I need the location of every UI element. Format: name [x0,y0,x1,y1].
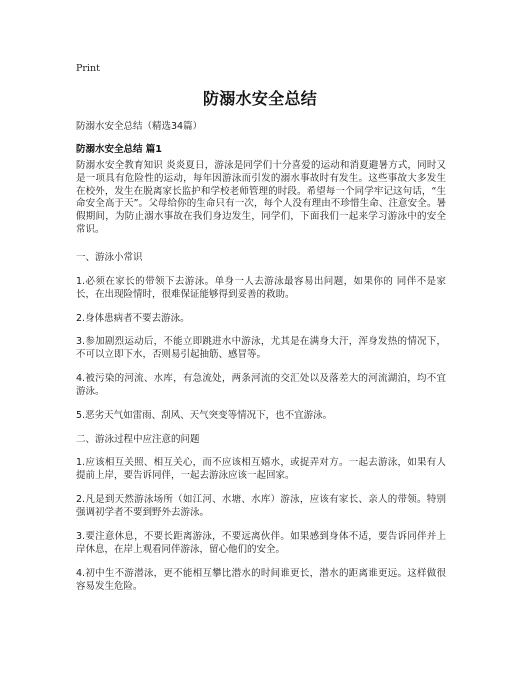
print-link[interactable]: Print [76,63,100,74]
document-subtitle: 防溺水安全总结（精选34篇） [76,121,203,132]
precaution-paragraph-3: 3.要注意休息，不要长距离游泳，不要远离伙伴。如果感到身体不适，要告诉同伴并上岸休息，在岸上观看同伴游泳，留心他们的安全。 [76,531,446,555]
subheading-swimming-precautions: 二、游泳过程中应注意的问题 [76,434,200,445]
section-heading: 防溺水安全总结 篇1 [76,144,162,155]
precaution-paragraph-4: 4.初中生不游潜泳，更不能相互攀比潜水的时间谁更长，潜水的距离谁更远。这样做很容易发生危险。 [76,568,446,592]
page-title: 防溺水安全总结 [202,89,318,108]
tip-paragraph-4: 4.被污染的河流、水库，有急流处，两条河流的交汇处以及落差大的河流湖泊，均不宜游泳。 [76,373,446,397]
tip-paragraph-2: 2.身体患病者不要去游泳。 [76,313,190,324]
precaution-paragraph-2: 2.凡是到天然游泳场所（如江河、水塘、水库）游泳，应该有家长、亲人的带领。特别强调初学者不要到野外去游泳。 [76,494,446,518]
tip-paragraph-5: 5.恶劣天气如雷雨、刮风、天气突变等情况下，也不宜游泳。 [76,410,333,421]
intro-paragraph: 防溺水安全教育知识 炎炎夏日，游泳是同学们十分喜爱的运动和消夏避暑方式，同时又是一项具有危险性的运动，每年因游泳而引发的溺水事故时有发生。这些事故大多发生在校外，发生在脱离家长监护和学校老师管理的时段。希望每一个同学牢记这句话，“生命安全高于天”。父母给你的生命只有一次，每个人没有理由不珍惜生命、注意安全。暑假期间，为防止溺水事故在我们身边发生，同学们，下面我们一起来学习游泳中的安全常识。 [76,160,446,235]
tip-paragraph-3: 3.参加剧烈运动后，不能立即跳进水中游泳，尤其是在满身大汗，浑身发热的情况下，不可以立即下水，否则易引起抽筋、感冒等。 [76,336,446,360]
tip-paragraph-1: 1.必须在家长的带领下去游泳。单身一人去游泳最容易出问题，如果你的 同伴不是家长，在出现险情时，很难保证能够得到妥善的救助。 [76,276,446,300]
subheading-swimming-tips: 一、游泳小常识 [76,252,143,263]
precaution-paragraph-1: 1.应该相互关照、相互关心，而不应该相互嬉水，或捉弄对方。一起去游泳，如果有人提前上岸，要告诉同伴，一起去游泳应该一起回家。 [76,457,446,481]
